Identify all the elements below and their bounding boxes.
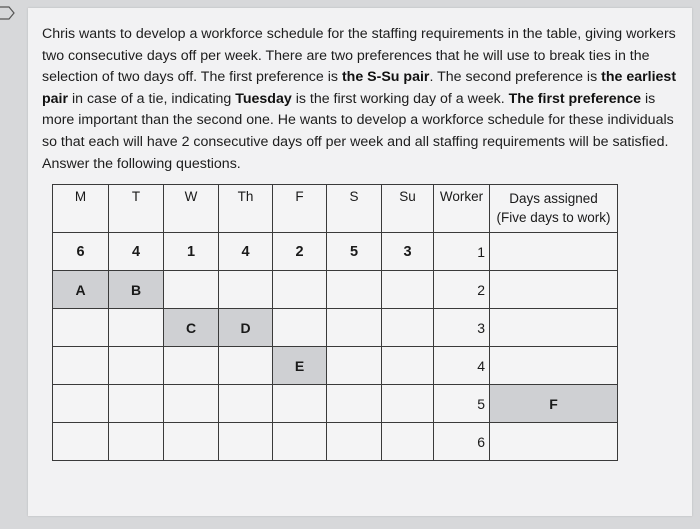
bold-s-su-pair: the S-Su pair xyxy=(341,69,430,86)
table-cell xyxy=(109,309,164,347)
cell-label-b: B xyxy=(109,271,164,309)
table-row xyxy=(53,233,618,271)
table-cell xyxy=(53,423,109,461)
bold-first-preference: The first preference xyxy=(508,90,642,107)
days-assigned-cell xyxy=(490,347,618,385)
table-cell xyxy=(53,385,109,423)
cell-label-f: F xyxy=(490,385,618,423)
days-assigned-cell xyxy=(490,423,618,461)
bold-tuesday: Tuesday xyxy=(235,90,292,107)
col-header-friday: F xyxy=(273,185,327,233)
question-text: Chris wants to develop a workforce schedule for the staffing requirements in the table, giving workers two consecutive days off per week. There are two preferences that he will use to break ties in the selection of two days off. The first preference is the S-Su pair. The second preference is the earliest pair in case of a tie, indicating Tuesday is the first working day of a week. The first preference is more important than the second one. He wants to develop a workforce schedule for these individuals so that each will have 2 consecutive days off per week and all staffing requirements will be satisfied. Answer the following questions. xyxy=(42,26,677,172)
table-row xyxy=(53,309,618,347)
table-cell xyxy=(53,309,109,347)
table-cell xyxy=(327,347,382,385)
cell-label-a: A xyxy=(53,271,109,309)
worker-number: 6 xyxy=(434,423,490,461)
days-assigned-cell xyxy=(490,309,618,347)
req-tuesday: 4 xyxy=(109,233,164,271)
col-header-tuesday: T xyxy=(109,185,164,233)
table-cell xyxy=(109,385,164,423)
table-cell xyxy=(164,271,219,309)
col-header-thursday: Th xyxy=(219,185,273,233)
worker-number: 3 xyxy=(434,309,490,347)
cell-label-d: D xyxy=(219,309,273,347)
table-cell xyxy=(327,271,382,309)
table-cell xyxy=(219,271,273,309)
table-cell xyxy=(382,385,434,423)
arrow-bookmark-icon xyxy=(0,6,16,20)
table-cell xyxy=(219,385,273,423)
table-cell xyxy=(273,271,327,309)
header-row xyxy=(53,185,618,233)
worker-number: 5 xyxy=(434,385,490,423)
req-wednesday: 1 xyxy=(164,233,219,271)
schedule-table xyxy=(52,184,618,461)
table-cell xyxy=(219,347,273,385)
bold-earliest-pair: the earliest pair xyxy=(42,69,677,107)
req-thursday: 4 xyxy=(219,233,273,271)
table-cell xyxy=(164,423,219,461)
table-row xyxy=(53,423,618,461)
worker-number: 4 xyxy=(434,347,490,385)
req-saturday: 5 xyxy=(327,233,382,271)
days-assigned-cell xyxy=(490,233,618,271)
table-cell xyxy=(382,271,434,309)
table-cell xyxy=(382,347,434,385)
col-header-wednesday: W xyxy=(164,185,219,233)
table-cell xyxy=(53,347,109,385)
table-cell xyxy=(219,423,273,461)
table-cell xyxy=(273,309,327,347)
req-monday: 6 xyxy=(53,233,109,271)
worksheet-page xyxy=(28,8,692,516)
table-cell xyxy=(327,423,382,461)
col-header-saturday: S xyxy=(327,185,382,233)
col-header-monday: M xyxy=(53,185,109,233)
cell-label-c: C xyxy=(164,309,219,347)
worker-number: 2 xyxy=(434,271,490,309)
table-row xyxy=(53,385,618,423)
table-cell xyxy=(109,347,164,385)
table-cell xyxy=(273,423,327,461)
days-assigned-cell xyxy=(490,271,618,309)
table-row xyxy=(53,271,618,309)
req-friday: 2 xyxy=(273,233,327,271)
cell-label-e: E xyxy=(273,347,327,385)
table-cell xyxy=(164,347,219,385)
table-cell xyxy=(109,423,164,461)
col-header-days-assigned: Days assigned (Five days to work) xyxy=(490,185,618,233)
col-header-sunday: Su xyxy=(382,185,434,233)
table-cell xyxy=(164,385,219,423)
worker-number: 1 xyxy=(434,233,490,271)
table-row xyxy=(53,347,618,385)
table-cell xyxy=(327,309,382,347)
table-cell xyxy=(273,385,327,423)
req-sunday: 3 xyxy=(382,233,434,271)
col-header-worker: Worker xyxy=(434,185,490,233)
table-cell xyxy=(382,423,434,461)
table-cell xyxy=(327,385,382,423)
table-cell xyxy=(382,309,434,347)
